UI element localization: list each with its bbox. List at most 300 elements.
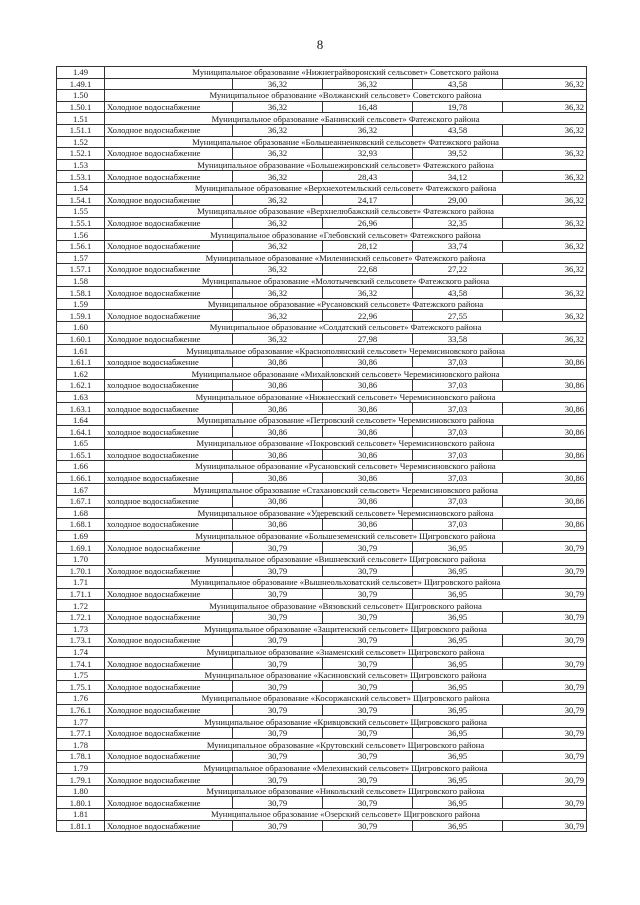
tariff-value-4: 30,86 — [503, 519, 587, 531]
service-name: Холодное водоснабжение — [105, 635, 233, 647]
municipality-header-row — [57, 623, 587, 635]
tariff-value-4: 36,32 — [503, 333, 587, 345]
service-name: Холодное водоснабжение — [105, 797, 233, 809]
tariff-value-2: 30,79 — [323, 565, 413, 577]
municipality-title: Муниципальное образование «Петровский сельсовет» Черемисиновского района — [105, 414, 587, 426]
tariff-value-1: 30,79 — [233, 565, 323, 577]
tariff-value-4: 30,86 — [503, 356, 587, 368]
tariff-value-1: 30,79 — [233, 727, 323, 739]
tariff-value-2: 30,79 — [323, 681, 413, 693]
tariff-value-1: 30,79 — [233, 611, 323, 623]
tariff-value-2: 30,79 — [323, 751, 413, 763]
municipality-title: Муниципальное образование «Солдатский сельсовет» Фатежского района — [105, 322, 587, 334]
service-name: Холодное водоснабжение — [105, 240, 233, 252]
tariff-value-4: 36,32 — [503, 148, 587, 160]
municipality-title: Муниципальное образование «Михайловский сельсовет» Черемисиновского района — [105, 368, 587, 380]
service-name: Холодное водоснабжение — [105, 704, 233, 716]
row-number: 1.67 — [57, 484, 105, 496]
municipality-header-row — [57, 553, 587, 565]
row-number: 1.62 — [57, 368, 105, 380]
row-number: 1.59.1 — [57, 310, 105, 322]
tariff-value-4: 36,32 — [503, 264, 587, 276]
row-number: 1.78.1 — [57, 751, 105, 763]
row-number: 1.80.1 — [57, 797, 105, 809]
tariff-value-3: 36,95 — [413, 797, 503, 809]
tariff-data-row — [57, 704, 587, 716]
municipality-header-row — [57, 577, 587, 589]
municipality-title: Муниципальное образование «Вышнеольховатский сельсовет» Щигровского района — [105, 577, 587, 589]
tariff-data-row — [57, 472, 587, 484]
tariff-value-3: 36,95 — [413, 704, 503, 716]
municipality-title: Муниципальное образование «Верхнехотемльский сельсовет» Фатежского района — [105, 182, 587, 194]
row-number: 1.70.1 — [57, 565, 105, 577]
tariff-value-1: 30,79 — [233, 658, 323, 670]
tariff-value-3: 27,55 — [413, 310, 503, 322]
service-name: Холодное водоснабжение — [105, 287, 233, 299]
municipality-header-row — [57, 229, 587, 241]
tariff-value-4: 30,86 — [503, 472, 587, 484]
tariff-value-2: 30,86 — [323, 403, 413, 415]
tariff-data-row — [57, 124, 587, 136]
tariff-data-row — [57, 217, 587, 229]
tariff-value-3: 19,78 — [413, 101, 503, 113]
municipality-title: Муниципальное образование «Нижнеграйворонский сельсовет» Советского района — [105, 67, 587, 79]
service-name: холодное водоснабжение — [105, 472, 233, 484]
tariff-value-3: 36,95 — [413, 751, 503, 763]
tariff-data-row — [57, 449, 587, 461]
tariff-data-row — [57, 727, 587, 739]
service-name: холодное водоснабжение — [105, 380, 233, 392]
tariff-value-4: 30,79 — [503, 635, 587, 647]
municipality-header-row — [57, 90, 587, 102]
municipality-header-row — [57, 809, 587, 821]
municipality-title: Муниципальное образование «Стахановский сельсовет» Черемисиновского района — [105, 484, 587, 496]
tariff-value-2: 27,98 — [323, 333, 413, 345]
tariff-value-4: 36,32 — [503, 171, 587, 183]
tariff-value-3: 37,03 — [413, 403, 503, 415]
row-number: 1.60 — [57, 322, 105, 334]
tariff-value-2: 28,43 — [323, 171, 413, 183]
row-number: 1.53 — [57, 159, 105, 171]
tariff-value-1: 36,32 — [233, 171, 323, 183]
service-name: холодное водоснабжение — [105, 449, 233, 461]
tariff-value-1: 30,86 — [233, 426, 323, 438]
tariff-value-3: 36,95 — [413, 542, 503, 554]
tariff-value-2: 30,79 — [323, 774, 413, 786]
tariff-value-3: 37,03 — [413, 519, 503, 531]
row-number: 1.76.1 — [57, 704, 105, 716]
tariff-data-row — [57, 194, 587, 206]
row-number: 1.49.1 — [57, 78, 105, 90]
row-number: 1.80 — [57, 785, 105, 797]
municipality-title: Муниципальное образование «Никольский сельсовет» Щигровского района — [105, 785, 587, 797]
tariff-data-row — [57, 310, 587, 322]
tariff-value-1: 30,86 — [233, 519, 323, 531]
tariff-value-4: 36,32 — [503, 124, 587, 136]
municipality-title: Муниципальное образование «Мелехинский сельсовет» Щигровского района — [105, 762, 587, 774]
tariff-value-1: 30,86 — [233, 495, 323, 507]
row-number: 1.69 — [57, 530, 105, 542]
tariff-value-4: 30,79 — [503, 542, 587, 554]
tariff-value-1: 30,79 — [233, 588, 323, 600]
municipality-header-row — [57, 391, 587, 403]
tariff-value-4: 30,86 — [503, 426, 587, 438]
municipality-header-row — [57, 298, 587, 310]
tariff-value-3: 37,03 — [413, 426, 503, 438]
tariff-value-2: 30,86 — [323, 472, 413, 484]
municipality-title: Муниципальное образование «Защитенский сельсовет» Щигровского района — [105, 623, 587, 635]
service-name — [105, 78, 233, 90]
page-number: 8 — [316, 37, 324, 52]
service-name: Холодное водоснабжение — [105, 542, 233, 554]
tariff-data-row — [57, 681, 587, 693]
municipality-title: Муниципальное образование «Большеземенский сельсовет» Щигровского района — [105, 530, 587, 542]
row-number: 1.76 — [57, 693, 105, 705]
tariff-value-2: 36,32 — [323, 287, 413, 299]
row-number: 1.73.1 — [57, 635, 105, 647]
tariff-value-4: 30,79 — [503, 565, 587, 577]
tariff-table — [56, 66, 587, 832]
row-number: 1.68.1 — [57, 519, 105, 531]
row-number: 1.66.1 — [57, 472, 105, 484]
tariff-value-1: 30,79 — [233, 681, 323, 693]
tariff-value-4: 30,79 — [503, 820, 587, 832]
tariff-data-row — [57, 797, 587, 809]
tariff-value-4: 36,32 — [503, 78, 587, 90]
tariff-value-1: 30,79 — [233, 797, 323, 809]
row-number: 1.71.1 — [57, 588, 105, 600]
service-name: Холодное водоснабжение — [105, 310, 233, 322]
tariff-value-4: 30,86 — [503, 449, 587, 461]
row-number: 1.50 — [57, 90, 105, 102]
municipality-header-row — [57, 461, 587, 473]
tariff-value-1: 36,32 — [233, 148, 323, 160]
municipality-title: Муниципальное образование «Знаменский сельсовет» Щигровского района — [105, 646, 587, 658]
tariff-data-row — [57, 542, 587, 554]
row-number: 1.64 — [57, 414, 105, 426]
tariff-table-body — [57, 67, 587, 832]
tariff-value-3: 34,12 — [413, 171, 503, 183]
row-number: 1.50.1 — [57, 101, 105, 113]
row-number: 1.77.1 — [57, 727, 105, 739]
row-number: 1.72.1 — [57, 611, 105, 623]
row-number: 1.67.1 — [57, 495, 105, 507]
tariff-value-1: 36,32 — [233, 194, 323, 206]
municipality-header-row — [57, 206, 587, 218]
tariff-data-row — [57, 78, 587, 90]
municipality-title: Муниципальное образование «Краснополянский сельсовет» Черемисиновского района — [105, 345, 587, 357]
row-number: 1.63 — [57, 391, 105, 403]
municipality-header-row — [57, 484, 587, 496]
tariff-value-1: 36,32 — [233, 101, 323, 113]
row-number: 1.57 — [57, 252, 105, 264]
service-name: Холодное водоснабжение — [105, 217, 233, 229]
municipality-header-row — [57, 507, 587, 519]
tariff-value-2: 30,79 — [323, 797, 413, 809]
tariff-value-3: 36,95 — [413, 727, 503, 739]
tariff-value-3: 36,95 — [413, 658, 503, 670]
municipality-header-row — [57, 252, 587, 264]
tariff-value-3: 36,95 — [413, 820, 503, 832]
row-number: 1.55.1 — [57, 217, 105, 229]
municipality-header-row — [57, 438, 587, 450]
tariff-value-1: 30,79 — [233, 704, 323, 716]
tariff-value-3: 37,03 — [413, 449, 503, 461]
tariff-value-1: 36,32 — [233, 240, 323, 252]
tariff-value-2: 36,32 — [323, 78, 413, 90]
tariff-value-4: 30,86 — [503, 403, 587, 415]
municipality-title: Муниципальное образование «Косоржанский сельсовет» Щигровского района — [105, 693, 587, 705]
tariff-value-4: 36,32 — [503, 101, 587, 113]
tariff-value-3: 36,95 — [413, 681, 503, 693]
tariff-value-2: 30,86 — [323, 495, 413, 507]
tariff-value-1: 30,86 — [233, 403, 323, 415]
tariff-value-2: 30,79 — [323, 704, 413, 716]
municipality-header-row — [57, 693, 587, 705]
tariff-value-2: 30,79 — [323, 635, 413, 647]
tariff-data-row — [57, 380, 587, 392]
municipality-header-row — [57, 136, 587, 148]
municipality-title: Муниципальное образование «Удеревский сельсовет» Черемисиновского района — [105, 507, 587, 519]
row-number: 1.62.1 — [57, 380, 105, 392]
municipality-title: Муниципальное образование «Озерский сельсовет» Щигровского района — [105, 809, 587, 821]
row-number: 1.81.1 — [57, 820, 105, 832]
tariff-value-3: 39,52 — [413, 148, 503, 160]
row-number: 1.74 — [57, 646, 105, 658]
municipality-header-row — [57, 67, 587, 79]
tariff-value-2: 30,79 — [323, 820, 413, 832]
tariff-data-row — [57, 751, 587, 763]
tariff-value-2: 26,96 — [323, 217, 413, 229]
tariff-value-4: 30,79 — [503, 774, 587, 786]
tariff-value-1: 36,32 — [233, 217, 323, 229]
municipality-header-row — [57, 345, 587, 357]
tariff-value-4: 30,79 — [503, 797, 587, 809]
municipality-title: Муниципальное образование «Касиновский сельсовет» Щигровского района — [105, 669, 587, 681]
tariff-data-row — [57, 333, 587, 345]
row-number: 1.58 — [57, 275, 105, 287]
tariff-value-2: 30,86 — [323, 449, 413, 461]
service-name: Холодное водоснабжение — [105, 565, 233, 577]
tariff-data-row — [57, 611, 587, 623]
row-number: 1.71 — [57, 577, 105, 589]
municipality-header-row — [57, 182, 587, 194]
tariff-value-1: 36,32 — [233, 310, 323, 322]
row-number: 1.49 — [57, 67, 105, 79]
tariff-data-row — [57, 403, 587, 415]
municipality-title: Муниципальное образование «Вязовский сельсовет» Щигровского района — [105, 600, 587, 612]
row-number: 1.64.1 — [57, 426, 105, 438]
service-name: Холодное водоснабжение — [105, 124, 233, 136]
tariff-value-2: 16,48 — [323, 101, 413, 113]
service-name: Холодное водоснабжение — [105, 727, 233, 739]
municipality-title: Муниципальное образование «Банинский сельсовет» Фатежского района — [105, 113, 587, 125]
municipality-title: Муниципальное образование «Большеанненковский сельсовет» Фатежского района — [105, 136, 587, 148]
row-number: 1.60.1 — [57, 333, 105, 345]
service-name: Холодное водоснабжение — [105, 194, 233, 206]
row-number: 1.53.1 — [57, 171, 105, 183]
row-number: 1.57.1 — [57, 264, 105, 276]
row-number: 1.66 — [57, 461, 105, 473]
tariff-data-row — [57, 101, 587, 113]
tariff-data-row — [57, 264, 587, 276]
municipality-header-row — [57, 669, 587, 681]
municipality-header-row — [57, 762, 587, 774]
tariff-value-3: 33,58 — [413, 333, 503, 345]
tariff-value-2: 30,79 — [323, 611, 413, 623]
row-number: 1.78 — [57, 739, 105, 751]
tariff-value-3: 37,03 — [413, 472, 503, 484]
municipality-title: Муниципальное образование «Вишневский сельсовет» Щигровского района — [105, 553, 587, 565]
service-name: холодное водоснабжение — [105, 519, 233, 531]
tariff-value-2: 30,79 — [323, 658, 413, 670]
row-number: 1.68 — [57, 507, 105, 519]
tariff-data-row — [57, 148, 587, 160]
tariff-data-row — [57, 426, 587, 438]
tariff-value-1: 36,32 — [233, 124, 323, 136]
tariff-data-row — [57, 565, 587, 577]
tariff-value-2: 22,96 — [323, 310, 413, 322]
service-name: Холодное водоснабжение — [105, 820, 233, 832]
municipality-title: Муниципальное образование «Покровский сельсовет» Черемисиновского района — [105, 438, 587, 450]
municipality-header-row — [57, 646, 587, 658]
tariff-value-2: 36,32 — [323, 124, 413, 136]
row-number: 1.73 — [57, 623, 105, 635]
row-number: 1.65.1 — [57, 449, 105, 461]
tariff-value-2: 22,68 — [323, 264, 413, 276]
tariff-value-3: 37,03 — [413, 380, 503, 392]
row-number: 1.59 — [57, 298, 105, 310]
row-number: 1.51 — [57, 113, 105, 125]
row-number: 1.72 — [57, 600, 105, 612]
tariff-value-4: 30,79 — [503, 704, 587, 716]
municipality-header-row — [57, 368, 587, 380]
tariff-value-3: 27,22 — [413, 264, 503, 276]
municipality-title: Муниципальное образование «Большежировский сельсовет» Фатежского района — [105, 159, 587, 171]
tariff-value-3: 36,95 — [413, 635, 503, 647]
tariff-value-4: 30,79 — [503, 681, 587, 693]
service-name: холодное водоснабжение — [105, 426, 233, 438]
row-number: 1.75 — [57, 669, 105, 681]
row-number: 1.61.1 — [57, 356, 105, 368]
tariff-data-row — [57, 774, 587, 786]
tariff-value-2: 30,86 — [323, 519, 413, 531]
tariff-value-3: 37,03 — [413, 495, 503, 507]
tariff-value-1: 30,86 — [233, 380, 323, 392]
row-number: 1.58.1 — [57, 287, 105, 299]
tariff-value-4: 36,32 — [503, 310, 587, 322]
row-number: 1.75.1 — [57, 681, 105, 693]
tariff-value-3: 36,95 — [413, 611, 503, 623]
tariff-value-2: 30,86 — [323, 356, 413, 368]
tariff-value-2: 30,79 — [323, 588, 413, 600]
service-name: Холодное водоснабжение — [105, 101, 233, 113]
tariff-value-3: 43,58 — [413, 124, 503, 136]
row-number: 1.79.1 — [57, 774, 105, 786]
service-name: Холодное водоснабжение — [105, 148, 233, 160]
tariff-value-1: 30,79 — [233, 635, 323, 647]
row-number: 1.63.1 — [57, 403, 105, 415]
row-number: 1.69.1 — [57, 542, 105, 554]
tariff-value-1: 30,86 — [233, 449, 323, 461]
tariff-value-1: 30,86 — [233, 356, 323, 368]
service-name: холодное водоснабжение — [105, 356, 233, 368]
tariff-value-4: 36,32 — [503, 240, 587, 252]
service-name: Холодное водоснабжение — [105, 658, 233, 670]
row-number: 1.65 — [57, 438, 105, 450]
service-name: холодное водоснабжение — [105, 403, 233, 415]
service-name: Холодное водоснабжение — [105, 681, 233, 693]
tariff-value-4: 30,79 — [503, 727, 587, 739]
tariff-value-1: 30,79 — [233, 542, 323, 554]
tariff-data-row — [57, 519, 587, 531]
tariff-data-row — [57, 356, 587, 368]
tariff-value-3: 36,95 — [413, 565, 503, 577]
tariff-value-3: 36,95 — [413, 588, 503, 600]
tariff-value-4: 30,79 — [503, 658, 587, 670]
row-number: 1.55 — [57, 206, 105, 218]
tariff-value-3: 29,00 — [413, 194, 503, 206]
tariff-value-3: 43,58 — [413, 287, 503, 299]
municipality-title: Муниципальное образование «Верхнелюбажский сельсовет» Фатежского района — [105, 206, 587, 218]
tariff-value-4: 30,79 — [503, 611, 587, 623]
tariff-value-2: 30,79 — [323, 542, 413, 554]
tariff-value-2: 30,86 — [323, 380, 413, 392]
tariff-value-4: 30,79 — [503, 588, 587, 600]
municipality-header-row — [57, 716, 587, 728]
tariff-data-row — [57, 820, 587, 832]
row-number: 1.74.1 — [57, 658, 105, 670]
service-name: Холодное водоснабжение — [105, 751, 233, 763]
municipality-header-row — [57, 159, 587, 171]
tariff-data-row — [57, 495, 587, 507]
tariff-value-3: 33,74 — [413, 240, 503, 252]
tariff-value-2: 30,86 — [323, 426, 413, 438]
tariff-data-row — [57, 240, 587, 252]
municipality-header-row — [57, 275, 587, 287]
tariff-value-2: 32,93 — [323, 148, 413, 160]
tariff-value-1: 36,32 — [233, 333, 323, 345]
tariff-data-row — [57, 287, 587, 299]
tariff-value-4: 30,86 — [503, 380, 587, 392]
row-number: 1.52 — [57, 136, 105, 148]
tariff-value-2: 30,79 — [323, 727, 413, 739]
tariff-value-1: 36,32 — [233, 78, 323, 90]
municipality-title: Муниципальное образование «Нижнесский сельсовет» Черемисиновского района — [105, 391, 587, 403]
service-name: Холодное водоснабжение — [105, 774, 233, 786]
tariff-data-row — [57, 171, 587, 183]
municipality-header-row — [57, 322, 587, 334]
row-number: 1.77 — [57, 716, 105, 728]
municipality-header-row — [57, 414, 587, 426]
row-number: 1.52.1 — [57, 148, 105, 160]
municipality-title: Муниципальное образование «Русановский сельсовет» Черемисиновского района — [105, 461, 587, 473]
service-name: Холодное водоснабжение — [105, 264, 233, 276]
tariff-value-1: 36,32 — [233, 264, 323, 276]
tariff-value-1: 30,79 — [233, 774, 323, 786]
tariff-value-1: 30,79 — [233, 751, 323, 763]
service-name: Холодное водоснабжение — [105, 171, 233, 183]
tariff-value-4: 30,79 — [503, 751, 587, 763]
tariff-value-1: 36,32 — [233, 287, 323, 299]
row-number: 1.56.1 — [57, 240, 105, 252]
service-name: Холодное водоснабжение — [105, 588, 233, 600]
row-number: 1.79 — [57, 762, 105, 774]
tariff-data-row — [57, 588, 587, 600]
tariff-value-1: 30,79 — [233, 820, 323, 832]
municipality-title: Муниципальное образование «Волжанский сельсовет» Советского района — [105, 90, 587, 102]
row-number: 1.81 — [57, 809, 105, 821]
